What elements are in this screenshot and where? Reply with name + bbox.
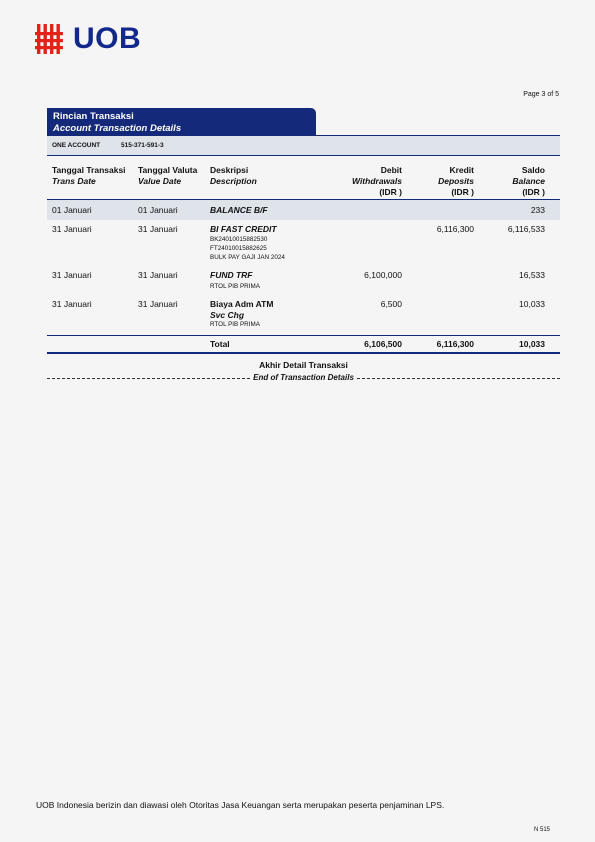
col-debit-currency: (IDR ) xyxy=(379,187,402,197)
dashed-divider xyxy=(357,378,560,379)
dashed-divider xyxy=(47,378,250,379)
row-detail: FT24010015882625 xyxy=(210,245,267,252)
row-balance: 10,033 xyxy=(519,299,545,309)
row-trans-date: 01 Januari xyxy=(52,205,92,215)
col-trans-date-id: Tanggal Transaksi xyxy=(52,165,126,175)
col-balance xyxy=(480,165,545,198)
col-credit-id: Kredit xyxy=(449,165,474,175)
uob-logo-mark-icon xyxy=(35,23,69,55)
uob-logo-text: UOB xyxy=(73,22,142,55)
row-balance: 233 xyxy=(530,205,545,215)
section-title-id: Rincian Transaksi xyxy=(53,111,134,122)
row-description: Biaya Adm ATM xyxy=(210,299,274,309)
row-detail: BULK PAY GAJI JAN 2024 xyxy=(210,254,285,261)
end-title-en-row xyxy=(47,373,560,382)
row-value-date: 31 Januari xyxy=(138,224,178,234)
row-description: BI FAST CREDIT xyxy=(210,224,277,234)
account-number: 515-371-591-3 xyxy=(121,142,164,149)
row-detail: RTOL PIB PRIMA xyxy=(210,321,260,328)
footer-code: N 515 xyxy=(533,827,550,833)
account-label: ONE ACCOUNT xyxy=(52,142,101,149)
total-debit: 6,106,500 xyxy=(364,339,402,349)
col-balance-id: Saldo xyxy=(521,165,545,175)
row-balance: 6,116,533 xyxy=(507,224,545,234)
col-value-date xyxy=(138,165,197,187)
col-value-date-en: Value Date xyxy=(138,176,182,186)
col-credit-en: Deposits xyxy=(438,176,474,186)
row-value-date: 31 Januari xyxy=(138,299,178,309)
section-title-en: Account Transaction Details xyxy=(53,123,182,134)
col-desc-en: Description xyxy=(210,176,257,186)
row-value-date: 31 Januari xyxy=(138,270,178,280)
total-bottom-rule xyxy=(47,352,560,354)
row-description-secondary: Svc Chg xyxy=(210,310,245,320)
total-label: Total xyxy=(210,339,230,349)
uob-logo xyxy=(35,22,141,56)
end-title-id: Akhir Detail Transaksi xyxy=(259,360,348,370)
total-divider xyxy=(47,335,560,336)
col-trans-date xyxy=(52,165,126,187)
page-number: Page 3 of 5 xyxy=(523,91,559,98)
col-description xyxy=(210,165,257,187)
row-credit: 6,116,300 xyxy=(436,224,474,234)
account-bar xyxy=(47,135,560,156)
total-credit: 6,116,300 xyxy=(436,339,474,349)
end-title-en: End of Transaction Details xyxy=(253,373,354,382)
col-balance-currency: (IDR ) xyxy=(522,187,545,197)
col-trans-date-en: Trans Date xyxy=(52,176,96,186)
col-value-date-id: Tanggal Valuta xyxy=(138,165,198,175)
col-debit-id: Debit xyxy=(380,165,402,175)
col-credit-currency: (IDR ) xyxy=(451,187,474,197)
col-credit xyxy=(410,165,474,198)
row-description: BALANCE B/F xyxy=(210,205,268,215)
row-description: FUND TRF xyxy=(210,270,253,280)
row-detail: RTOL PIB PRIMA xyxy=(210,283,260,290)
col-debit xyxy=(330,165,402,198)
col-debit-en: Withdrawals xyxy=(352,176,402,186)
row-value-date: 01 Januari xyxy=(138,205,178,215)
row-trans-date: 31 Januari xyxy=(52,299,92,309)
section-header xyxy=(47,108,316,135)
row-debit: 6,500 xyxy=(380,299,402,309)
row-trans-date: 31 Januari xyxy=(52,270,92,280)
col-desc-id: Deskripsi xyxy=(210,165,249,175)
row-balance: 16,533 xyxy=(519,270,545,280)
total-balance: 10,033 xyxy=(519,339,545,349)
row-trans-date: 31 Januari xyxy=(52,224,92,234)
row-debit: 6,100,000 xyxy=(364,270,402,280)
col-balance-en: Balance xyxy=(512,176,545,186)
footer-disclaimer: UOB Indonesia berizin dan diawasi oleh Otoritas Jasa Keuangan serta merupakan peserta penjaminan LPS. xyxy=(36,800,445,810)
row-detail: BK24010015882530 xyxy=(210,236,268,243)
